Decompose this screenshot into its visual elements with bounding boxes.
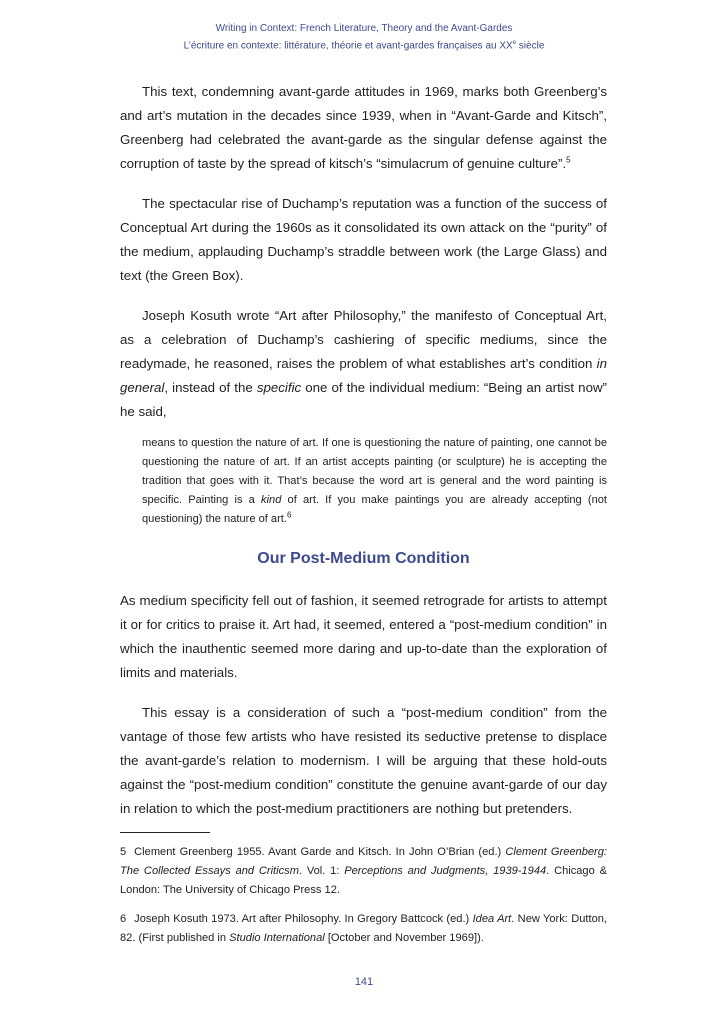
section-heading: Our Post-Medium Condition bbox=[257, 550, 470, 567]
footnote-6: 6 Joseph Kosuth 1973. Art after Philosophy. In Gregory Battcock (ed.) Idea Art. New York: Dutton, 82. (First published in Studio International [October and November 1969]). bbox=[120, 913, 607, 944]
paragraph-5: This essay is a consideration of such a “post-medium condition” from the vantage of those few artists who have resisted its seductive pretense to displace the avant-garde’s relation to modernism. I will be arguing that these hold-outs against the “post-medium condition” constitute the genuine avant-garde of our day in relation to which the post-medium practitioners are nothing but pretenders. bbox=[120, 705, 607, 816]
footnote-divider bbox=[120, 832, 210, 833]
paragraph-4: As medium specificity fell out of fashion, it seemed retrograde for artists to attempt it or for critics to praise it. Art had, it seemed, entered a “post-medium condition” in which the inauthentic seemed more daring and up-to-date than the exploration of limits and materials. bbox=[120, 593, 607, 680]
paragraph-3: Joseph Kosuth wrote “Art after Philosophy,” the manifesto of Conceptual Art, as a celebration of Duchamp’s cashiering of specific mediums, since the readymade, he reasoned, raises the problem of what establishes art’s condition in general, instead of the specific one of the individual medium: “Being an artist now” he said, bbox=[120, 308, 607, 419]
block-quote: means to question the nature of art. If one is questioning the nature of painting, one cannot be questioning the nature of art. If an artist accepts painting (or sculpture) he is accepting the tradition that goes with it. That’s because the word art is general and the word painting is specific. Painting is a kind of art. If you make paintings you are already accepting (not questioning) the nature of art.$^6$ bbox=[142, 437, 607, 525]
paragraph-2: The spectacular rise of Duchamp’s reputation was a function of the success of Conceptual Art during the 1960s as it consolidated its own attack on the “purity” of the medium, applauding Duchamp’s straddle between work (the Large Glass) and text (the Green Box). bbox=[120, 196, 607, 283]
page-number: 141 bbox=[354, 976, 374, 988]
footnote-ref-6[interactable]: 6 bbox=[286, 510, 292, 520]
body-text bbox=[120, 80, 607, 837]
header-line-2: L’écriture en contexte: littérature, théorie et avant-gardes françaises au XXe siècle bbox=[183, 40, 545, 52]
footnote-5: 5 Clement Greenberg 1955. Avant Garde and Kitsch. In John O’Brian (ed.) Clement Greenberg: The Collected Essays and Criticsm. Vol. 1: Perceptions and Judgments, 1939-1944. Chicago & London: The University of Chicago Press 12. bbox=[120, 846, 607, 896]
running-header bbox=[0, 22, 728, 53]
header-line-1: Writing in Context: French Literature, Theory and the Avant-Gardes bbox=[215, 23, 513, 34]
footnotes bbox=[120, 843, 607, 958]
footnote-ref-5[interactable]: 5 bbox=[566, 155, 571, 165]
paragraph-1: This text, condemning avant-garde attitudes in 1969, marks both Greenberg’s and art’s mutation in the decades since 1939, when in “Avant-Garde and Kitsch”, Greenberg had celebrated the avant-garde as the singular defense against the corruption of taste by the spread of kitsch’s “simulacrum of genuine culture”.$^5$ bbox=[120, 84, 607, 171]
